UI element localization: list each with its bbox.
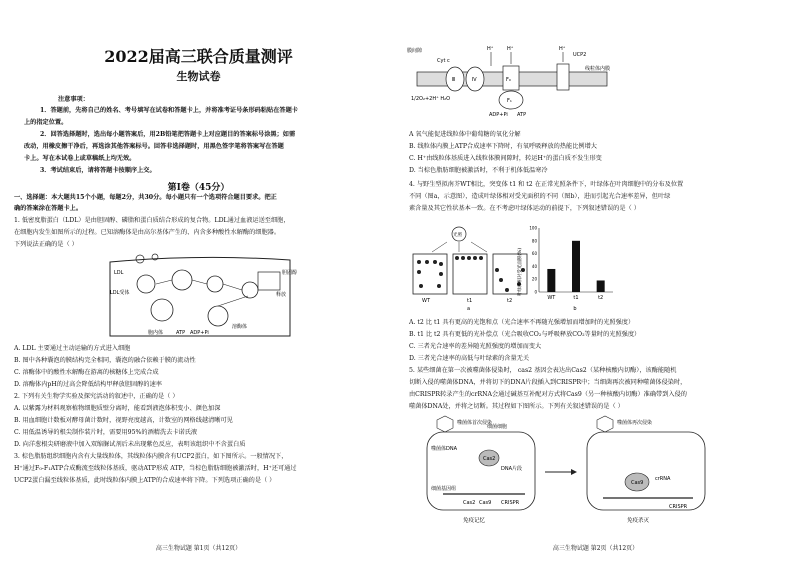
y-tick-label: 0	[534, 289, 537, 295]
q4-stem-1: 4. 与野生型拟南芥WT相比，突变体 t1 和 t2 在正常光照条件下，叶绿体在叶肉细胞中的分布及位置	[409, 181, 684, 188]
y-tick-label: 80	[531, 238, 537, 244]
light-area-bar-chart	[517, 222, 617, 312]
f1-label: F₁	[507, 98, 512, 104]
cell-label-t1: t1	[467, 298, 473, 304]
q1-option-d: D. 溶酶体内pH的过高会降低结构甲释放胆固醇的速率	[14, 381, 162, 388]
cholesterol-label: 胆固醇	[282, 270, 298, 276]
adp-label: ADP+Pi	[190, 330, 209, 336]
q2-option-b: B. 用血细胞计数板对酵母菌计数时，视野亮度越高，计数室的网格线越清晰可见	[14, 417, 233, 424]
q4-stem-3: 素含量及其它性状基本一致。在不考虑叶绿体运动的前提下，下列叙述错误的是（ ）	[409, 205, 640, 212]
water-label: 1/2O₂+2H⁺ H₂O	[411, 96, 451, 102]
vesicle	[172, 270, 192, 290]
notes-item-1a: 1．答题前，先将自己的姓名、考号填写在试卷和答题卡上，并将准考证号条形码粘贴在答题卡	[40, 107, 298, 114]
y-axis-label: 叶绿体相对受光面积(%)	[518, 247, 523, 297]
inner-membrane-label: 线粒体内膜	[585, 66, 611, 72]
cas2-gene-label: Cas2	[463, 500, 476, 506]
atp-label: ATP	[517, 112, 527, 118]
hplus-label-2: H⁺	[507, 46, 514, 52]
phage-dna-label: 噬菌体DNA	[431, 446, 458, 452]
cell-t1	[453, 254, 487, 294]
complex-iii-label: Ⅲ	[452, 77, 456, 83]
vesicle	[207, 276, 223, 292]
cytc-label: Cyt c	[437, 58, 450, 64]
y-tick-label: 20	[531, 276, 537, 282]
receptor-label: LDL受体	[110, 290, 130, 296]
figure-b-caption: b	[573, 306, 577, 312]
lysosome-label: 溶酶体	[232, 324, 248, 330]
bacterial-cell-label: 细菌细胞	[487, 424, 508, 430]
page-2	[397, 0, 794, 561]
complex-iv-label: Ⅳ	[472, 77, 477, 83]
q4-stem-2: 不同（图a，示意图），造成叶绿体相对受光面积的不同（图b），进而引起光合速率差异，但叶绿	[409, 193, 671, 200]
atp-label: ATP	[176, 330, 186, 336]
bar-t1	[572, 241, 580, 292]
endosome	[151, 299, 173, 321]
cas9-gene-label: Cas9	[479, 500, 492, 506]
endosome-label: 胞内体	[148, 330, 164, 336]
cas2-label: Cas2	[483, 456, 496, 462]
ldl-pathway-diagram	[100, 250, 300, 342]
q3-option-a: A 氧气能促进线粒体中葡萄糖的氧化分解	[409, 131, 521, 138]
bar-t2	[597, 280, 605, 292]
q3-option-b: B. 线粒体内膜上ATP合成速率下降时，有氧呼吸释放的热能比例增大	[409, 143, 597, 150]
q4-option-a: A. t2 比 t1 具有更高的光饱和点（光合速率不再随光强增加而增加时的光照强度）	[409, 319, 635, 326]
x-tick-label: t1	[573, 295, 579, 301]
dna-fragment-label: DNA片段	[501, 466, 523, 472]
q3-stem-3: UCP2蛋白漏至线粒体基质，此时线粒体内膜上ATP的合成速率将下降。下列选项正确的是（ ）	[14, 477, 276, 484]
f0-label: F₀	[506, 77, 511, 83]
q4-option-c: C. 三者光合速率的差异随光照强度的增加而变大	[409, 343, 542, 350]
section-heading: 第Ⅰ卷（45分）	[167, 183, 230, 193]
q2-option-c: C. 用低温诱导的根尖制作装片时，需要用95%的酒精洗去卡诺氏液	[14, 429, 198, 436]
notes-item-3: 3．考试结束后，请将答题卡按顺序上交。	[40, 167, 156, 174]
q1-stem-2: 在细胞内发生如图所示的过程。已知溶酶体是由高尔基体产生的、内含多种酸性水解酶的细胞器。	[14, 229, 281, 236]
section-intro-2: 确的答案涂在答题卡上。	[14, 205, 83, 212]
q1-option-a: A. LDL 主要通过主动运输的方式进入细胞	[14, 345, 131, 352]
q2-stem: 2. 下列有关生物学实验及探究活动的叙述中，正确的是（ ）	[14, 393, 179, 400]
exam-subject: 生物试卷	[176, 70, 221, 83]
mitochondria-membrane-diagram	[407, 44, 617, 122]
notes-item-2a: 2．回答选择题时，选出每小题答案后，用2B铅笔把答题卡上对应题目的答案标号涂黑；如需	[40, 131, 296, 138]
crrna-label: crRNA	[655, 476, 671, 482]
q5-stem-1: 5. 某些细菌在第一次被噬菌体侵染时， cas2 基因会表达出Cas2（某种核酸内切酶），该酶能随机	[409, 367, 677, 374]
q3-option-d: D. 当棕色脂肪细胞被激活时，不利于机体低温寒冷	[409, 167, 548, 174]
hplus-label-1: H⁺	[487, 46, 494, 52]
x-tick-label: t2	[598, 295, 604, 301]
arrow-head-icon	[571, 469, 577, 475]
vesicle	[242, 282, 258, 298]
q1-option-c: C. 溶酶体中的酸性水解酶在游离的核糖体上完成合成	[14, 369, 159, 376]
q4-option-d: D. 三者光合速率的高低与叶绿素的含量无关	[409, 355, 530, 362]
q2-option-d: D. 向洋葱根尖研磨液中加入双缩脲试剂后未出现紫色反应，表明该组织中不含蛋白质	[14, 441, 246, 448]
immune-kill-caption: 免疫杀灭	[627, 518, 650, 524]
y-tick-label: 40	[531, 263, 537, 269]
adp-label: ADP+Pi	[489, 112, 508, 118]
cell-label-wt: WT	[422, 298, 430, 304]
membrane-space-label: 膜间隙	[407, 48, 423, 54]
q3-stem-2: H⁺通过F₀-F₁ATP合成酶流至线粒体基质，驱动ATP形成 ATP，当棕色脂肪细胞被激活时，H⁺还可通过	[14, 465, 297, 472]
notes-item-2b: 改动，用橡皮擦干净后，再选涂其他答案标号。回答非选择题时，用黑色签字笔将答案写在答题	[24, 143, 284, 150]
q4-option-b: B. t1 比 t2 具有更低的光补偿点（光合吸收CO₂与呼吸释放CO₂等量时的光照强度）	[409, 331, 641, 338]
phage-first-label: 噬菌体首次侵染	[457, 420, 493, 426]
y-tick-label: 100	[529, 225, 537, 231]
q2-option-a: A. 以紫露为材料观察植物细胞质壁分离时，能看到液泡体积变小、颜色加深	[14, 405, 221, 412]
bar-wt	[547, 269, 555, 292]
ucp2-label: UCP2	[573, 52, 587, 58]
hplus-label-3: H⁺	[559, 46, 566, 52]
ucp2-protein	[557, 64, 569, 90]
notes-heading: 注意事项：	[58, 96, 89, 103]
notes-item-1b: 上的指定位置。	[24, 119, 68, 126]
release-label: 释放	[276, 292, 287, 298]
q5-stem-2: 切断入侵的噬菌体DNA，并将切下的DNA片段插入到CRISPR中；当细菌再次被同种噬菌体侵染时，	[409, 379, 687, 386]
section-intro-1: 一、选择题：本大题共15个小题，每题2分，共30分。每小题只有一个选项符合题目要求。把正	[14, 194, 277, 201]
figure-a-caption: a	[467, 306, 471, 312]
q1-stem-1: 1. 低密度脂蛋白（LDL）是由胆固醇、磷脂和蛋白质结合形成的复合物。LDL通过血液运送至细胞，	[14, 217, 290, 224]
immune-memory-caption: 免疫记忆	[463, 518, 486, 524]
q5-stem-4: 噬菌体DNA处，并将之切断。其过程如下图所示。下列有关叙述错误的是（ ）	[409, 403, 624, 410]
x-tick-label: WT	[547, 295, 556, 301]
phage-icon	[597, 416, 613, 432]
phage-icon	[437, 416, 453, 432]
q3-option-c: C. H⁺由线粒体基质进入线粒体膜间隙时，转运H⁺的蛋白质不发生形变	[409, 155, 602, 162]
cas9-label: Cas9	[631, 480, 644, 486]
bacterial-gene-label: 细菌基因组	[431, 486, 457, 492]
q3-stem-1: 3. 棕色脂肪组织细胞内含有大量线粒体，其线粒体内膜含有UCP2蛋白，如下图所示。一般情况下，	[14, 453, 288, 460]
exam-title: 2022届高三联合质量测评	[104, 47, 293, 66]
q5-stem-3: 由CRISPR转录产生的crRNA会通过碱基互补配对方式将Cas9（另一种核酸内切酶）准确带到入侵的	[409, 391, 687, 398]
lysosome	[208, 306, 228, 326]
footer-page-2: 高三生物试题 第2页（共12页）	[552, 545, 639, 552]
q1-stem-3: 下列说法正确的是（ ）	[14, 241, 78, 248]
ldl-label: LDL	[114, 270, 124, 276]
cell-label-t2: t2	[507, 298, 513, 304]
notes-item-2c: 卡上。写在本试卷上或草稿纸上均无效。	[24, 155, 136, 162]
cholesterol-structure	[258, 272, 280, 290]
light-label: 光照	[453, 233, 462, 238]
y-tick-label: 60	[531, 251, 537, 257]
crispr-immunity-diagram	[417, 414, 717, 534]
crispr-label-1: CRISPR	[501, 500, 520, 506]
ldl-particle	[136, 255, 144, 263]
vesicle	[137, 275, 155, 293]
footer-page-1: 高三生物试题 第1页（共12页）	[155, 545, 242, 552]
phage-second-label: 噬菌体再次侵染	[617, 420, 653, 426]
q1-option-b: B. 图中各种囊泡的膜结构完全相同，囊泡的融合依赖于膜的流动性	[14, 357, 196, 364]
crispr-label-2: CRISPR	[669, 504, 688, 510]
